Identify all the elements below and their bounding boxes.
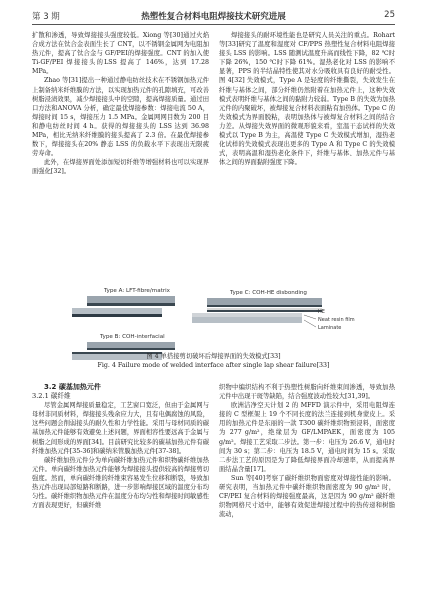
paragraph: 扩散和渗透，导致焊接接头强度较低。Xiong 等[30]通过火焰合成方法在钛合金表面生长了 CNT，以不锈钢金属网为电阻加热元件，提高了钛合金与 GF/PEI的焊接强度。CNT 的加入使 Ti-GF/PEI 焊接接头的LSS 提高了 146%，达到 17.28 MPa。 bbox=[32, 32, 209, 76]
caption-en: Fig. 4 Failure mode of welded interface after single lap shear failure[33] bbox=[97, 362, 330, 369]
right-column-bottom bbox=[219, 383, 395, 519]
section-heading: 3.2 碳基加热元件 bbox=[44, 383, 101, 391]
legend-laminate: Laminate bbox=[318, 325, 342, 331]
figure-caption bbox=[32, 352, 395, 370]
paragraph: 此外，在焊接界面处添加短切纤维等增强材料也可以实现界面强化[32]。 bbox=[32, 159, 209, 176]
running-header bbox=[32, 10, 395, 24]
type-a-label: Type A: LFT-fibre/matrix bbox=[104, 288, 170, 294]
legend-he: HE bbox=[318, 309, 325, 315]
subsection-heading: 3.2.1 碳纤维 bbox=[32, 392, 71, 401]
page-number: 25 bbox=[384, 10, 395, 20]
journal-issue: 第 3 期 bbox=[32, 12, 60, 22]
header-rule bbox=[32, 24, 395, 25]
type-c-label: Type C: COH-HE disbonding bbox=[230, 290, 307, 296]
left-column-bottom bbox=[32, 383, 209, 510]
paragraph: 焊接接头的耐环境性能也是研究人员关注的重点。Rohart 等[33]研究了温度和湿度对 CF/PPS 热塑性复合材料电阻焊接接头 LSS 的影响。LSS 随测试温度升高而线性下降，82 ℃时下降 26%，150 ℃时下降 61%。湿热老化对 LSS 的影响不显著，PPS 的半结晶特性使其对水分吸收具有良好的耐受性。图 4[32] 失效模式，Type A 是轻度的纤维撕裂，失效发生在纤维与基体之间，部分纤维仍然附着在加热元件上，这种失效模式表明纤维与基体之间的黏附力较弱。Type B 的失效为加热元件的内聚破坏，被焊接复合材料表面粘有加热体。Type C 的失效模式为界面脱粘，表明加热体与被焊复合材料之间的结合力差。从焊接失效界面的微观形貌来看，室温干态试样的失效模式以 Type B 为主，高温使 Type C 失效模式增加，湿热老化试样的失效模式表现出更多的 Type A 和 Type C 的失效模式，表明高温和湿热老化条件下，纤维与基体、加热元件与基体之间的界面黏附强度下降。 bbox=[219, 32, 395, 167]
running-title: 热塑性复合材料电阻焊接技术研究进展 bbox=[141, 12, 286, 22]
caption-zh: 图 4 单搭接剪切破坏后焊接界面的失效模式[33] bbox=[146, 353, 281, 360]
paragraph: Sun 等[40]考察了碳纤维织物面密度对焊接性能的影响。研究表明，当加热元件中碳纤维织物面密度为 90 g/m² 时，CF/PEI 复合材料的焊接强度最高，这是因为 90 g/m² 碳纤维织物网格尺寸适中，能够有效促进焊接过程中的热传递和树脂流动， bbox=[219, 474, 395, 519]
right-column-top bbox=[219, 31, 395, 167]
type-b-label: Type B: COH-interfacial bbox=[100, 334, 165, 340]
failure-mode-figure bbox=[32, 282, 395, 392]
type-a-illustration bbox=[72, 288, 175, 317]
paragraph: 织物中编织结构不利于热塑性树脂向纤维束间渗透，导致加热元件中出现干斑等缺陷，结合强度波动性较大[31,39]。 bbox=[219, 384, 395, 401]
paragraph: 尽管金属网焊接质量稳定，工艺窗口宽泛，但由于金属网与母材非同质材料，焊接接头残余应力大，且有电偶腐蚀的风险，这些问题会削弱接头的耐久性和力学性能。采用与母材同质的碳基加热元件能够有效避免上述问题，界面相容性要远高于金属与树脂之间形成的界面[34]。目前研究比较多的碳基加热元件有碳纤维加热元件[35-36]和碳纳米管膜加热元件[37-38]。 bbox=[32, 402, 209, 455]
paragraph: 碳纤维加热元件分为单向碳纤维加热元件和织物碳纤维加热元件。单向碳纤维加热元件能够为焊接接头提供较高的焊接剪切强度。然而，单向碳纤维的纤维束容易发生位移和断裂，导致加热元件出现局部短路和断路，进一步影响焊接区域的温度分布均匀性。碳纤维织物加热元件在温度分布均匀性和焊接时间敏感性方面表现更好，但碳纤维 bbox=[32, 456, 209, 510]
paragraph: 欧洲洁净空天计划 2 的 MFFD 演示件中，采用电阻焊连接的 C 型框架上 19 个不同长度的法兰连接到机身蒙皮上。采用的加热元件是东丽的一款 T300 碳纤维织物预浸料，面密度为 277 g/m²，绝缘层为 GF/LMPAEK，面密度为 105 g/m²。焊接工艺采取二步法。第一步：电压为 26.6 V，通电时间为 30 s；第二步：电压为 18.5 V，通电时间为 15 s。采取二步法工艺的原因是为了降低焊接界面冷却速率，从而提高界面结晶含量[17]。 bbox=[219, 402, 395, 473]
left-column-top bbox=[32, 31, 209, 177]
legend-resin: Neat resin film bbox=[318, 317, 355, 323]
paragraph: Zhao 等[31]提出一种通过静电纺丝技术在不锈钢加热元件上制备纳米纤维膜的方法，以实现加热元件的孔隙填充，可改善树脂浸渍效果，减少焊接接头中的空隙，提高焊接质量。通过田口方法和ANOVA 分析，确定最优焊接参数：焊接电流 50 A，焊接时间 15 s，焊接压力 1.5 MPa。金属网网目数为 200 目和静电纺丝时间 4 h。获得的焊接接头的 LSS 达到 36.98 MPa，相比无纳米纤维膜的接头提高了 2.3 倍。在最优焊接参数下，焊接接头在20% 静态 LSS 的负载水平下表现出无限疲劳寿命。 bbox=[32, 77, 209, 158]
type-c-illustration bbox=[192, 290, 355, 331]
